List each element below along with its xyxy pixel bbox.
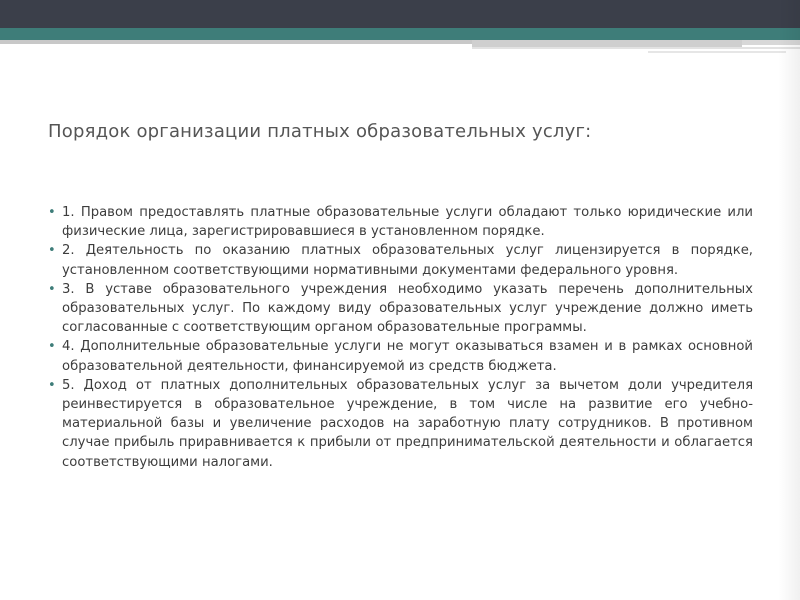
bullet-icon: • [48,281,56,297]
list-item-text: 5. Доход от платных дополнительных образовательных услуг за вычетом доли учредителя реинвестируется в образовательное учреждение, в том числе на развитие его учебно-материальной базы и увеличение расходов на заработную плату сотрудников. В противном случае прибыль приравнивается к прибыли от предпринимательской деятельности и облагается соответствующими налогами. [62,377,753,470]
list-item [48,280,753,338]
list-item [48,241,753,279]
bullet-list [48,203,753,472]
slide-edge-shadow [778,0,800,600]
header-dark-bar [0,0,800,28]
header-light-strip-right [472,40,742,47]
header-thin-line-short [648,51,786,53]
bullet-icon: • [48,205,56,220]
bullet-icon: • [48,377,56,393]
list-item [48,203,753,241]
bullet-icon: • [48,243,56,259]
header-thin-line [472,47,800,49]
header-teal-bar [0,28,800,40]
list-item-text: 3. В уставе образовательного учреждения необходимо указать перечень дополнительных образовательных услуг. По каждому виду образовательных услуг учреждение должно иметь согласованные с соответствующим органом образовательные программы. [62,281,753,336]
list-item-text: 4. Дополнительные образовательные услуги не могут оказываться взамен и в рамках основной образовательной деятельности, финансируемой из средств бюджета. [62,339,753,374]
list-item [48,337,753,375]
slide-title: Порядок организации платных образовательных услуг: [48,121,592,142]
list-item-text: 2. Деятельность по оказанию платных образовательных услуг лицензируется в порядке, установленном соответствующими нормативными документами федерального уровня. [62,243,753,278]
bullet-icon: • [48,339,56,355]
list-item [48,376,753,472]
header-light-strip [0,40,472,44]
list-item-text: 1. Правом предоставлять платные образовательные услуги обладают только юридические или физические лица, зарегистрировавшиеся в установленном порядке. [62,205,753,240]
